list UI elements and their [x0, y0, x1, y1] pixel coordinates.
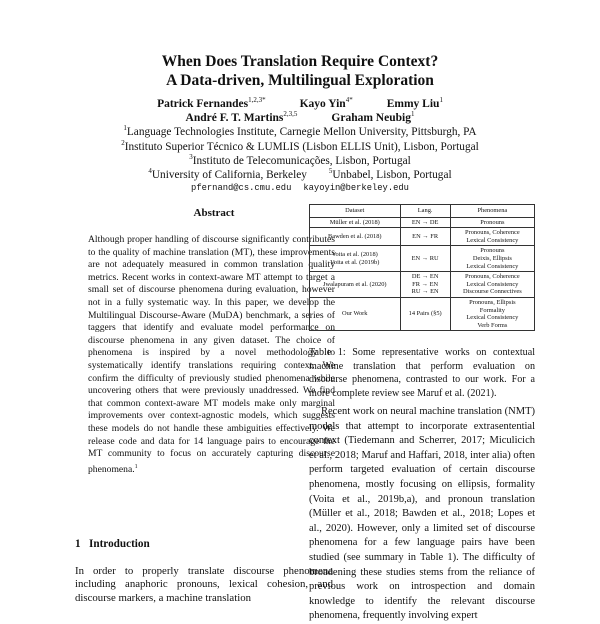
table-cell: EN → RU: [400, 246, 450, 272]
affiliation: $^1$Language Technologies Institute, Carnegie Mellon University, Pittsburgh, PA: [123, 124, 477, 138]
abstract-text: Although proper handling of discourse significantly contributes to the quality of machine translation (MT), these improvements are not adequately measured in common translation quality metrics. Recent works in context-aware MT attempt to target a small set of discourse phenomena during evaluation, however not in a fully systematic way. In this paper, we develop the Multilingual Discourse-Aware (MuDA) benchmark, a series of taggers that identify and evaluate model performance on discourse phenomena in any given dataset. The choice of phenomena is inspired by a novel methodology to systematically identify translations requiring context. We confirm the difficulty of previously studied phenomena while uncovering others that were previously unaddressed. We find that common context-aware MT models make only marginal improvements over context-agnostic models, which suggests these models do not handle these ambiguities effectively. We release code and data for 14 language pairs to encourage the MT community to focus on accurately capturing discourse phenomena.$^1$: [88, 234, 335, 475]
table-cell: Jwalapuram et al. (2020): [310, 272, 401, 298]
affiliation: $^2$Instituto Superior Técnico & LUMLIS (Lisbon ELLIS Unit), Lisbon, Portugal: [121, 139, 479, 153]
table-header-row: [310, 205, 535, 218]
paper-title-line-1: When Does Translation Require Context?: [161, 53, 439, 70]
table-row: [310, 297, 535, 330]
affiliation: $^4$University of California, Berkeley $^5$Unbabel, Lisbon, Portugal: [148, 167, 452, 181]
body-text: [309, 405, 535, 624]
table-caption: Table 1: Some representative works on contextual machine translation that perform evaluation on discourse phenomena, contrasted to our work. For a more complete review see Maruf et al. (2021).: [309, 347, 535, 399]
authors-line-1: [0, 98, 600, 110]
table-cell: Bawden et al. (2018): [310, 228, 401, 246]
table-row: [310, 246, 535, 272]
body-paragraph: Recent work on neural machine translation (NMT) models that attempt to incorporate extrasentential context (Tiedemann and Scherrer, 2017; Miculicich et al., 2018; Maruf and Haffari, 2018, inter alia) often perform targeted evaluation of certain discourse phenomena, mostly focusing on ellipsis, formality (Voita et al., 2019b,a), and pronoun translation (Müller et al., 2018; Bawden et al., 2018; Lopes et al., 2020). However, only a limited set of discourse phenomena for a few language pairs have been studied (see summary in Table 1). The difficulty of broadening these studies stems from the reliance of previous work on introspection and domain knowledge to identify the relevant discourse phenomena, frequently involving expert: [309, 406, 535, 622]
author: Emmy Liu$^1$: [386, 96, 443, 110]
author-emails: [0, 183, 600, 193]
table-cell: DE → EN FR → EN RU → EN: [400, 272, 450, 298]
table-cell: Pronouns, Coherence Lexical Consistency Discourse Connectives: [450, 272, 534, 298]
table-cell: Pronouns, Ellipsis Formality Lexical Consistency Verb Forms: [450, 297, 534, 330]
email: pfernand@cs.cmu.edu: [191, 183, 292, 193]
table-cell: Pronouns, Coherence Lexical Consistency: [450, 228, 534, 246]
table-cell: Müller et al. (2018): [310, 217, 401, 228]
paper-title-line-2: A Data-driven, Multilingual Exploration: [166, 72, 434, 89]
table-header-cell: Lang.: [400, 205, 450, 218]
table-cell: Voita et al. (2018) Voita et al. (2019b): [310, 246, 401, 272]
table-cell: EN → DE: [400, 217, 450, 228]
author: Graham Neubig$^1$: [331, 110, 415, 124]
author: André F. T. Martins$^{2,3,5}$: [185, 110, 298, 124]
abstract-heading: Abstract: [193, 207, 235, 219]
table-header-cell: Dataset: [310, 205, 401, 218]
authors-line-2: [0, 112, 600, 124]
affiliation: $^3$Instituto de Telecomunicações, Lisbon, Portugal: [189, 153, 411, 167]
comparison-table: [309, 204, 535, 331]
table-row: [310, 228, 535, 246]
intro-text: In order to properly translate discourse phenomena including anaphoric pronouns, lexical cohesion, and discourse markers, a machine translation: [75, 565, 333, 604]
table-cell: EN → FR: [400, 228, 450, 246]
section-heading: 1 Introduction: [75, 538, 150, 550]
author: Patrick Fernandes$^{1,2,3*}$: [157, 96, 266, 110]
table-cell: Pronouns Deixis, Ellipsis Lexical Consistency: [450, 246, 534, 272]
table-cell: 14 Pairs (§5): [400, 297, 450, 330]
table-row: [310, 272, 535, 298]
author: Kayo Yin$^{4*}$: [299, 96, 353, 110]
table-header-cell: Phenomena: [450, 205, 534, 218]
email: kayoyin@berkeley.edu: [303, 183, 409, 193]
table-row: [310, 217, 535, 228]
table-cell: Our Work: [310, 297, 401, 330]
table-cell: Pronouns: [450, 217, 534, 228]
